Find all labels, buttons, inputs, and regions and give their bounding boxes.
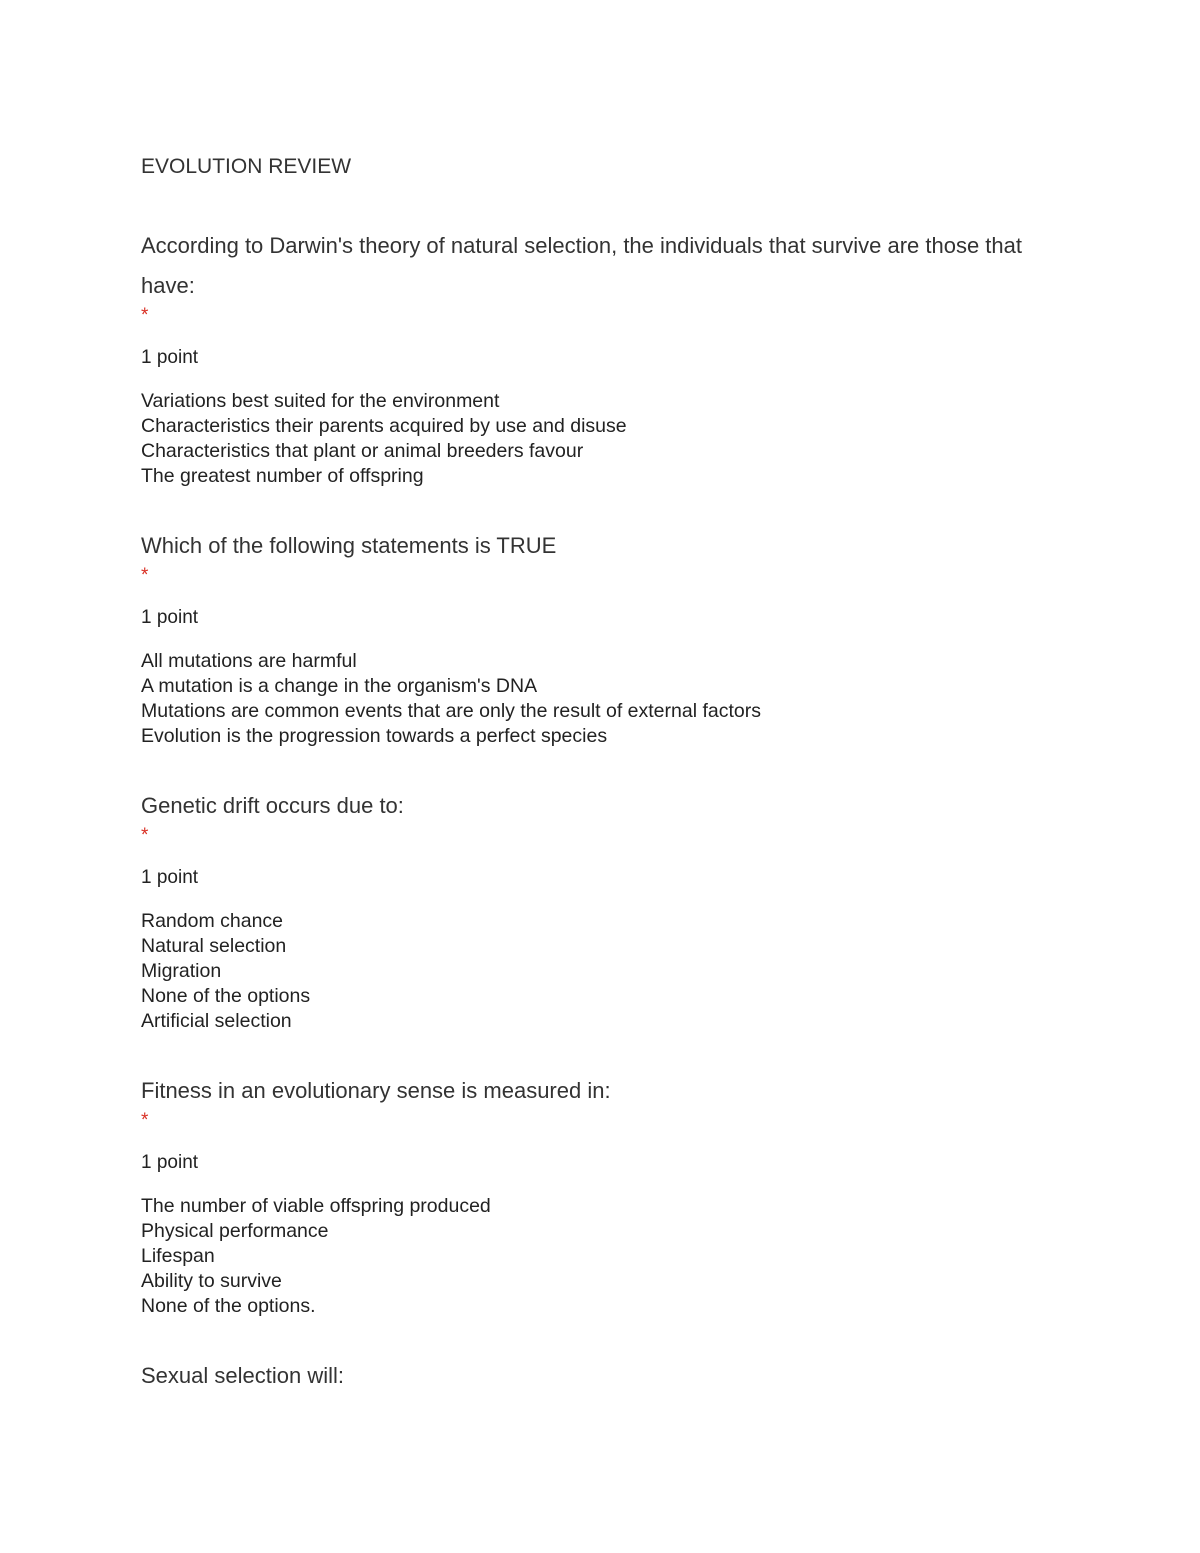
required-mark: * (141, 1110, 149, 1131)
question-1 (141, 226, 1081, 489)
option-item[interactable]: Characteristics that plant or animal breeders favour (141, 440, 584, 462)
points-label: 1 point (141, 1152, 199, 1173)
option-item[interactable]: Variations best suited for the environment (141, 390, 500, 412)
option-item[interactable]: Characteristics their parents acquired by use and disuse (141, 415, 627, 437)
option-item[interactable]: Migration (141, 960, 222, 982)
option-item[interactable]: Physical performance (141, 1220, 329, 1242)
option-list (141, 649, 1081, 749)
option-item[interactable]: None of the options (141, 985, 311, 1007)
option-list (141, 389, 1081, 489)
question-text: Which of the following statements is TRUE (141, 533, 557, 558)
option-item[interactable]: Natural selection (141, 935, 287, 957)
question-2 (141, 526, 1081, 749)
question-text: Fitness in an evolutionary sense is measured in: (141, 1078, 611, 1103)
option-item[interactable]: Mutations are common events that are only the result of external factors (141, 700, 761, 722)
option-item[interactable]: Random chance (141, 910, 284, 932)
required-mark: * (141, 305, 149, 326)
required-mark: * (141, 565, 149, 586)
question-4 (141, 1071, 1081, 1319)
question-5 (141, 1356, 1081, 1396)
option-item[interactable]: All mutations are harmful (141, 650, 357, 672)
option-item[interactable]: Ability to survive (141, 1270, 282, 1292)
option-item[interactable]: Artificial selection (141, 1010, 292, 1032)
option-list (141, 1194, 1081, 1319)
required-mark: * (141, 825, 149, 846)
option-item[interactable]: Lifespan (141, 1245, 215, 1267)
question-text: Genetic drift occurs due to: (141, 793, 404, 818)
option-item[interactable]: A mutation is a change in the organism's DNA (141, 675, 538, 697)
points-label: 1 point (141, 347, 199, 368)
question-3 (141, 786, 1081, 1034)
option-item[interactable]: None of the options. (141, 1295, 316, 1317)
question-text: Sexual selection will: (141, 1363, 344, 1388)
points-label: 1 point (141, 867, 199, 888)
option-item[interactable]: The number of viable offspring produced (141, 1195, 491, 1217)
option-item[interactable]: The greatest number of offspring (141, 465, 424, 487)
points-label: 1 point (141, 607, 199, 628)
question-text: According to Darwin's theory of natural selection, the individuals that survive are those that have: (141, 233, 1022, 298)
document-title: EVOLUTION REVIEW (141, 155, 352, 178)
option-list (141, 909, 1081, 1034)
option-item[interactable]: Evolution is the progression towards a perfect species (141, 725, 608, 747)
